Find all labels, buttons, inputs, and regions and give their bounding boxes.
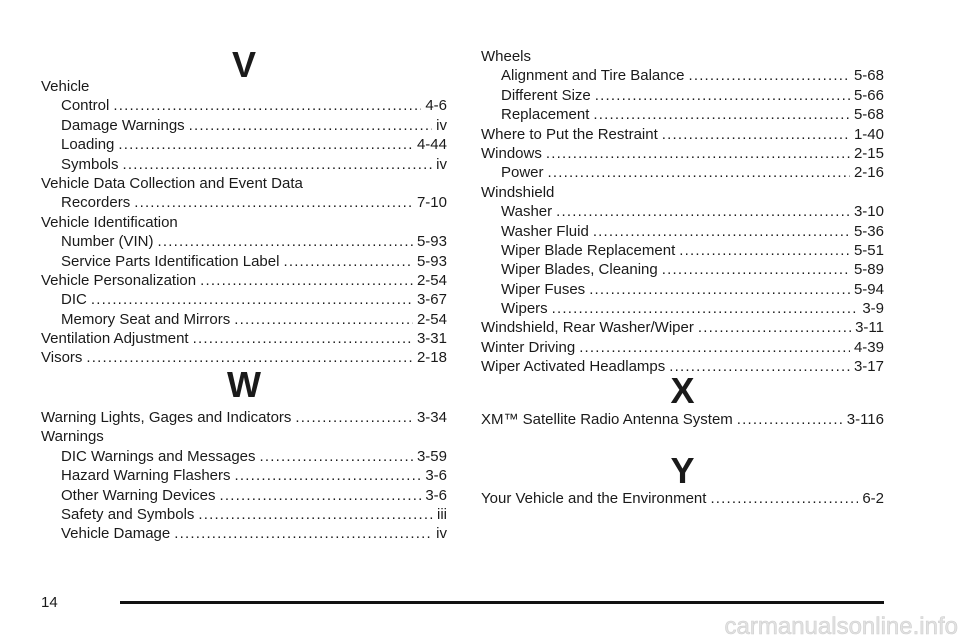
index-entry — [481, 280, 884, 299]
index-entry-page: 4-6 — [425, 97, 447, 115]
footer-rule — [120, 601, 884, 604]
index-entry — [481, 489, 884, 508]
index-entry — [41, 155, 447, 174]
index-entry-page: 3-6 — [425, 486, 447, 504]
index-block-w-continued — [481, 47, 884, 377]
section-letter-w: W — [227, 364, 261, 405]
leader-dots — [698, 318, 851, 337]
index-entry-label: Other Warning Devices — [61, 486, 216, 504]
index-entry — [481, 299, 884, 318]
leader-dots — [234, 310, 413, 329]
index-entry-label: Wiper Activated Headlamps — [481, 358, 666, 376]
index-entry-page: 5-36 — [853, 222, 884, 240]
index-entry — [41, 116, 447, 135]
index-entry-label: DIC — [61, 291, 87, 309]
index-block-w — [41, 408, 447, 544]
leader-dots — [548, 163, 850, 182]
index-entry — [481, 241, 884, 260]
index-entry-label: Symbols — [61, 155, 119, 173]
index-entry-label: Vehicle — [41, 78, 90, 95]
index-entry-label: Vehicle Personalization — [41, 271, 197, 289]
leader-dots — [235, 466, 422, 485]
leader-dots — [710, 489, 858, 508]
leader-dots — [546, 144, 850, 163]
leader-dots — [593, 105, 850, 124]
leader-dots — [593, 222, 850, 241]
index-entry-label: Vehicle Damage — [61, 525, 171, 543]
index-entry — [41, 466, 447, 485]
leader-dots — [688, 66, 850, 85]
leader-dots — [158, 232, 413, 251]
index-entry-label: Your Vehicle and the Environment — [481, 490, 707, 507]
index-entry-label: Wiper Fuses — [501, 280, 586, 298]
index-entry — [481, 47, 884, 66]
index-entry-page: iii — [437, 505, 447, 523]
leader-dots — [552, 299, 859, 318]
page-number: 14 — [41, 594, 58, 611]
index-entry-page: 2-15 — [853, 144, 884, 162]
leader-dots — [260, 447, 413, 466]
index-entry-label: Control — [61, 97, 110, 115]
index-entry — [41, 447, 447, 466]
index-entry — [41, 252, 447, 271]
index-entry-page: 6-2 — [862, 490, 884, 507]
index-entry-page: 5-51 — [853, 241, 884, 259]
index-entry — [41, 135, 447, 154]
index-entry-label: Warning Lights, Gages and Indicators — [41, 409, 292, 426]
index-entry — [41, 213, 447, 232]
leader-dots — [220, 486, 422, 505]
leader-dots — [113, 96, 421, 115]
leader-dots — [174, 524, 432, 543]
leader-dots — [662, 260, 850, 279]
index-entry-label: Power — [501, 164, 544, 182]
leader-dots — [123, 155, 433, 174]
index-entry — [41, 524, 447, 543]
index-entry-page: 3-31 — [416, 330, 447, 348]
index-entry-page: 3-6 — [425, 467, 447, 485]
index-entry-label: Safety and Symbols — [61, 505, 195, 523]
index-entry-page: 3-11 — [855, 319, 884, 337]
watermark-text: carmanualsonline.info — [724, 613, 958, 640]
watermark-logo — [560, 612, 960, 640]
leader-dots — [189, 116, 432, 135]
index-entry-label: Replacement — [501, 106, 590, 124]
index-entry-page: 2-16 — [853, 164, 884, 182]
index-entry — [481, 105, 884, 124]
index-entry — [481, 66, 884, 85]
index-entry-label: Damage Warnings — [61, 116, 185, 134]
index-entry-page: 4-44 — [416, 136, 447, 154]
index-entry-page: 4-39 — [853, 338, 884, 356]
index-entry — [41, 486, 447, 505]
index-entry-page: 3-34 — [416, 409, 447, 426]
leader-dots — [679, 241, 850, 260]
leader-dots — [662, 125, 850, 144]
index-entry — [41, 271, 447, 290]
index-entry — [481, 86, 884, 105]
index-entry-label: Wiper Blades, Cleaning — [501, 261, 658, 279]
index-entry-label: Windshield — [481, 183, 555, 201]
index-entry-label: Memory Seat and Mirrors — [61, 310, 231, 328]
leader-dots — [737, 410, 843, 429]
index-entry-label: Where to Put the Restraint — [481, 125, 658, 143]
index-entry-label: Windshield, Rear Washer/Wiper — [481, 319, 694, 337]
index-entry — [41, 408, 447, 427]
index-block-x — [481, 410, 884, 429]
index-entry-label: Winter Driving — [481, 338, 576, 356]
index-entry-page: 2-54 — [416, 310, 447, 328]
leader-dots — [134, 193, 413, 212]
index-entry — [41, 193, 447, 212]
index-entry — [481, 183, 884, 202]
index-entry — [41, 96, 447, 115]
section-letter-y: Y — [670, 450, 695, 491]
leader-dots — [295, 408, 413, 427]
index-entry-page: 5-89 — [853, 261, 884, 279]
index-entry-label: Visors — [41, 349, 83, 367]
index-entry — [481, 410, 884, 429]
index-entry — [41, 427, 447, 446]
index-entry — [41, 232, 447, 251]
leader-dots — [118, 135, 413, 154]
leader-dots — [589, 280, 850, 299]
index-entry-page: 3-10 — [853, 203, 884, 221]
index-entry-page: 5-94 — [853, 280, 884, 298]
leader-dots — [556, 202, 850, 221]
index-entry — [41, 77, 447, 96]
section-letter-v: V — [231, 44, 256, 85]
index-entry — [481, 125, 884, 144]
index-entry-label: Wiper Blade Replacement — [501, 241, 676, 259]
leader-dots — [198, 505, 433, 524]
index-entry-label: Warnings — [41, 428, 104, 446]
index-entry-page: 1-40 — [853, 125, 884, 143]
leader-dots — [193, 329, 413, 348]
index-entry-label: Wheels — [481, 48, 532, 65]
index-block-v — [41, 77, 447, 368]
index-entry — [41, 174, 447, 193]
index-entry — [41, 329, 447, 348]
index-entry-label: Hazard Warning Flashers — [61, 467, 231, 485]
index-entry-page: iv — [436, 116, 447, 134]
index-entry-page: iv — [436, 525, 447, 543]
index-entry — [481, 163, 884, 182]
index-entry-page: 5-68 — [853, 67, 884, 85]
leader-dots — [200, 271, 413, 290]
index-entry-label: Wipers — [501, 300, 548, 318]
index-entry — [41, 505, 447, 524]
index-entry-page: 2-54 — [416, 271, 447, 289]
index-entry-label: Number (VIN) — [61, 233, 154, 251]
index-entry-page: 5-68 — [853, 106, 884, 124]
index-entry-page: 3-116 — [846, 411, 884, 428]
index-entry-page: 3-67 — [416, 291, 447, 309]
index-entry-page: 3-17 — [853, 358, 884, 376]
index-entry-page: 2-18 — [416, 349, 447, 367]
index-entry-label: Windows — [481, 144, 542, 162]
index-entry — [41, 290, 447, 309]
index-entry — [481, 260, 884, 279]
index-entry-label: Different Size — [501, 86, 591, 104]
index-entry-page: iv — [436, 155, 447, 173]
index-entry-page: 7-10 — [416, 194, 447, 212]
index-entry-page: 5-93 — [416, 233, 447, 251]
index-entry-label: Washer Fluid — [501, 222, 589, 240]
leader-dots — [283, 252, 413, 271]
index-entry — [481, 222, 884, 241]
index-entry-label: Vehicle Data Collection and Event Data — [41, 174, 303, 192]
index-entry-page: 5-93 — [416, 252, 447, 270]
index-entry-label: Washer — [501, 203, 553, 221]
index-entry-label: Vehicle Identification — [41, 213, 178, 231]
index-entry-page: 5-66 — [853, 86, 884, 104]
index-entry-label: Recorders — [61, 194, 131, 212]
index-entry-label: DIC Warnings and Messages — [61, 447, 256, 465]
index-block-y — [481, 489, 884, 508]
leader-dots — [91, 290, 413, 309]
index-entry-label: Ventilation Adjustment — [41, 330, 189, 348]
index-entry-page: 3-9 — [862, 300, 884, 318]
index-entry — [481, 144, 884, 163]
index-entry — [481, 338, 884, 357]
section-letter-x: X — [670, 370, 695, 411]
index-entry-label: XM™ Satellite Radio Antenna System — [481, 411, 733, 428]
index-entry-label: Loading — [61, 136, 115, 154]
index-entry-label: Service Parts Identification Label — [61, 252, 280, 270]
leader-dots — [595, 86, 850, 105]
leader-dots — [579, 338, 850, 357]
index-entry-label: Alignment and Tire Balance — [501, 67, 685, 85]
index-entry — [41, 310, 447, 329]
index-entry — [481, 202, 884, 221]
index-entry-page: 3-59 — [416, 447, 447, 465]
index-entry — [481, 318, 884, 337]
